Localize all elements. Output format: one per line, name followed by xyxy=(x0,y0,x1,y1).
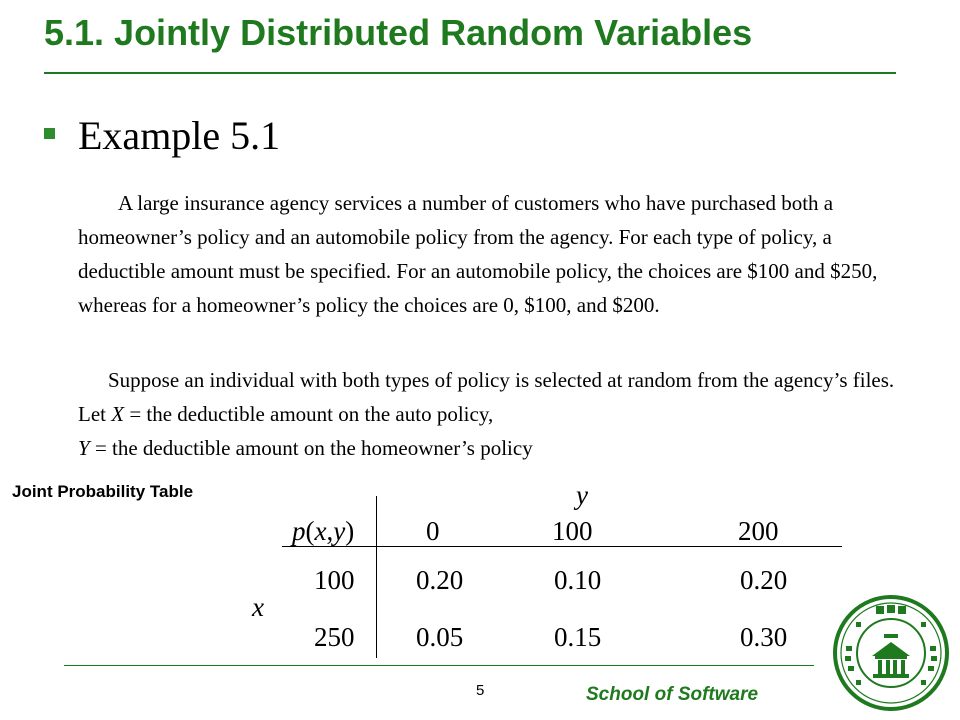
table-caption: Joint Probability Table xyxy=(12,482,194,501)
column-header: 100 xyxy=(552,516,593,546)
table-vertical-divider xyxy=(376,496,377,658)
university-seal-icon xyxy=(832,594,950,712)
corner-p: p xyxy=(292,516,306,546)
paragraph-2-text-a: Suppose an individual with both types of policy is selected at random from the agency’s files. Let xyxy=(78,368,895,426)
table-cell: 0.05 xyxy=(416,622,464,652)
var-x: X xyxy=(111,402,125,426)
corner-y: y xyxy=(333,516,346,546)
column-header: 0 xyxy=(426,516,440,546)
column-variable-label: y xyxy=(576,480,588,510)
table-cell: 0.20 xyxy=(416,565,464,595)
page-number: 5 xyxy=(476,682,485,699)
school-name: School of Software xyxy=(586,684,759,705)
row-variable-label: x xyxy=(252,592,264,622)
corner-x: x xyxy=(314,516,327,546)
table-cell: 0.20 xyxy=(740,565,788,595)
row-label: 250 xyxy=(314,622,355,652)
title-divider xyxy=(44,72,896,74)
paragraph-2-text-c: = the deductible amount on the homeowner’s policy xyxy=(89,436,533,460)
table-cell: 0.10 xyxy=(554,565,602,595)
table-horizontal-divider xyxy=(282,546,842,547)
paragraph-2 xyxy=(78,363,908,465)
paragraph-2-text-b: = the deductible amount on the auto policy, xyxy=(124,402,494,426)
column-header: 200 xyxy=(738,516,779,546)
table-cell: 0.15 xyxy=(554,622,602,652)
row-label: 100 xyxy=(314,565,355,595)
example-heading: Example 5.1 xyxy=(78,113,281,158)
paragraph-1: A large insurance agency services a number of customers who have purchased both a homeowner’s policy and an automobile policy from the agency. For each type of policy, a deductible amount must be specified. For an automobile policy, the choices are $100 and $250, whereas for a homeowner’s policy the choices are 0, $100, and $200. xyxy=(78,191,878,317)
table-corner-label: p(x,y) xyxy=(292,516,355,546)
footer-divider xyxy=(64,665,814,666)
square-bullet-icon xyxy=(44,128,55,139)
table-cell: 0.30 xyxy=(740,622,788,652)
slide-title: 5.1. Jointly Distributed Random Variables xyxy=(44,12,753,53)
var-y: Y xyxy=(78,436,90,460)
